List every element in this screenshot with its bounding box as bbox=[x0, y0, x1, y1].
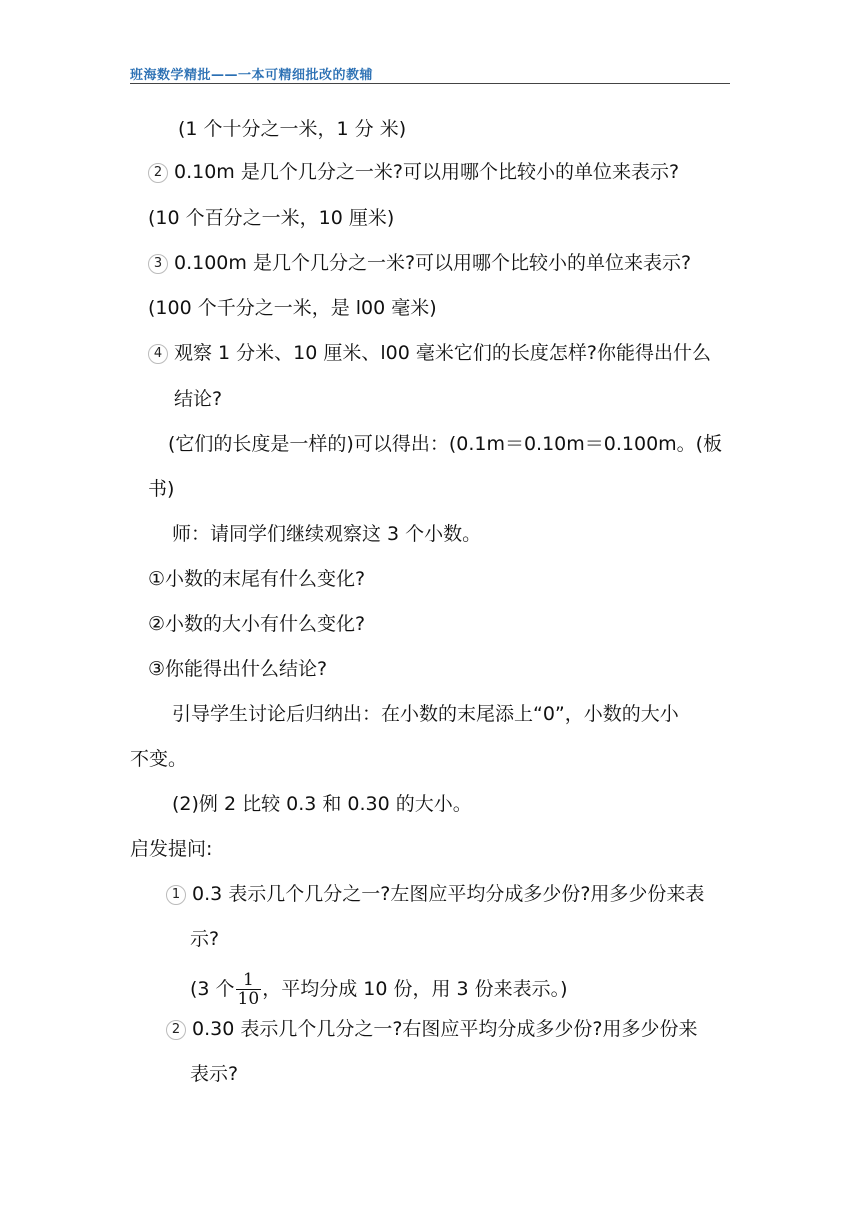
prompt-2: ②小数的大小有什么变化? bbox=[148, 613, 366, 635]
conclusion-line-2: 书) bbox=[148, 478, 175, 500]
question-4 bbox=[148, 340, 711, 366]
prompt-3: ③你能得出什么结论? bbox=[148, 658, 328, 680]
question-2-text: 0.10m 是几个几分之一米?可以用哪个比较小的单位来表示? bbox=[174, 161, 680, 183]
question-number-3: 3 bbox=[148, 254, 168, 274]
hint-heading: 启发提问: bbox=[130, 838, 213, 860]
question-number-2: 2 bbox=[148, 163, 168, 183]
question-4-continued: 结论? bbox=[174, 388, 223, 410]
hint-answer-1-prefix: (3 个 bbox=[190, 978, 235, 1000]
hint-question-2 bbox=[166, 1016, 698, 1042]
hint-question-1-continued: 示? bbox=[190, 928, 220, 950]
summary-line-2: 不变。 bbox=[130, 748, 188, 770]
summary-line-1: 引导学生讨论后归纳出：在小数的末尾添上“0”，小数的大小 bbox=[172, 703, 679, 725]
prompt-1: ①小数的末尾有什么变化? bbox=[148, 568, 366, 590]
example-2-line: (2)例 2 比较 0.3 和 0.30 的大小。 bbox=[172, 793, 472, 815]
question-4-text: 观察 1 分米、10 厘米、l00 毫米它们的长度怎样?你能得出什么 bbox=[174, 342, 711, 364]
fraction-denominator: 10 bbox=[237, 989, 260, 1009]
question-number-4: 4 bbox=[148, 344, 168, 364]
hint-question-2-continued: 表示? bbox=[190, 1063, 239, 1085]
conclusion-line-1: (它们的长度是一样的)可以得出：(0.1m＝0.10m＝0.100m。(板 bbox=[168, 433, 723, 455]
teacher-line: 师：请同学们继续观察这 3 个小数。 bbox=[172, 523, 482, 545]
answer-line-3: (100 个千分之一米，是 l00 毫米) bbox=[148, 297, 437, 319]
question-2 bbox=[148, 159, 679, 185]
header-divider bbox=[130, 83, 730, 84]
hint-number-2: 2 bbox=[166, 1020, 186, 1040]
answer-line-1: (1 个十分之一米，1 分 米) bbox=[178, 118, 407, 140]
hint-question-1 bbox=[166, 881, 704, 907]
hint-number-1: 1 bbox=[166, 885, 186, 905]
answer-line-2: (10 个百分之一米，10 厘米) bbox=[148, 207, 395, 229]
hint-question-1-text: 0.3 表示几个几分之一?左图应平均分成多少份?用多少份来表 bbox=[192, 883, 705, 905]
hint-answer-1-suffix: ，平均分成 10 份，用 3 份来表示。) bbox=[262, 978, 568, 1000]
hint-question-2-text: 0.30 表示几个几分之一?右图应平均分成多少份?用多少份来 bbox=[192, 1018, 698, 1040]
fraction-numerator: 1 bbox=[242, 970, 254, 990]
question-3 bbox=[148, 250, 691, 276]
page-header-title: 班海数学精批——一本可精细批改的教辅 bbox=[130, 68, 374, 83]
hint-answer-1 bbox=[190, 971, 568, 1008]
fraction-one-tenth bbox=[236, 971, 262, 1008]
question-3-text: 0.100m 是几个几分之一米?可以用哪个比较小的单位来表示? bbox=[174, 252, 692, 274]
